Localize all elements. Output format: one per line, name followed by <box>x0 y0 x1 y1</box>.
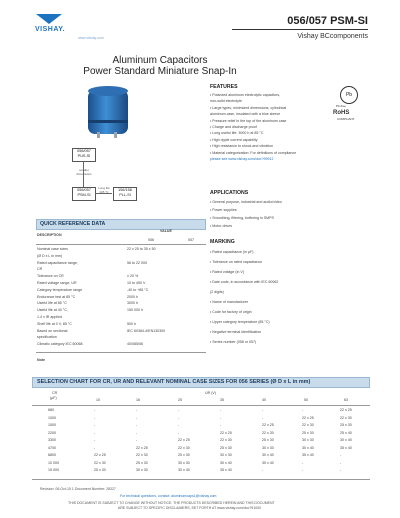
features-heading: FEATURES <box>210 84 238 90</box>
marking-list <box>210 247 278 347</box>
table-row: CR <box>37 267 43 272</box>
sel-col-header: 50 <box>304 398 308 402</box>
marking-item: • Code for factory of origin <box>210 310 252 314</box>
table-row: Based on sectional IEC 60384-4/EN130300 <box>37 328 166 333</box>
table-row: 4700 - 22 x 25 22 x 30 25 x 30 30 x 30 30 x 40 35 x 40 <box>48 445 352 450</box>
applications-list <box>210 198 282 230</box>
features-item: • Long useful life: 3000 h at 85 °C <box>210 131 264 136</box>
table-row: Endurance test at 85 °C 2000 h <box>37 294 138 299</box>
marking-item: • Upper category temperature (85 °C) <box>210 320 270 324</box>
capacitor-top <box>88 86 128 96</box>
features-item: non-solid electrolyte <box>210 99 242 104</box>
table-row: 680 - - - - - - 22 x 25 <box>48 408 352 412</box>
table-row: 1.4 x IR applied <box>37 314 62 319</box>
quick-reference-title: QUICK REFERENCE DATA <box>40 221 106 227</box>
table-row: Rated voltage range, UR 10 to 450 V <box>37 280 146 285</box>
applications-item: • Smoothing, filtering, buffering in SMPS <box>210 216 274 220</box>
features-link[interactable]: please see www.vishay.com/doc?99912 <box>210 157 274 162</box>
sel-col-header: 63 <box>344 398 348 402</box>
table-row: 2200 - - - 22 x 25 22 x 30 25 x 30 25 x 40 <box>48 430 352 435</box>
marking-item: (2 digits) <box>210 290 224 294</box>
pb-free-label: Pb-free <box>336 104 346 108</box>
logo-url[interactable]: www.vishay.com <box>78 36 104 40</box>
flow-box-left: 056/057 PSM-SI <box>72 187 96 201</box>
marking-item: • Rated voltage (in V) <box>210 270 245 274</box>
features-item: • Large types, minimized dimensions, cylindrical <box>210 105 287 110</box>
table-row: 3300 - - 22 x 25 22 x 30 25 x 30 30 x 30 30 x 40 <box>48 438 352 442</box>
flow-mid-label: smaller dimensions <box>76 168 92 176</box>
qrd-col-value: VALUE <box>160 229 172 233</box>
logo-text: VISHAY. <box>35 26 66 33</box>
part-title: 056/057 PSM-SI <box>287 15 368 27</box>
applications-item: • Motor drives <box>210 224 233 228</box>
qrd-col-description: DESCRIPTION <box>37 233 62 237</box>
applications-heading: APPLICATIONS <box>210 190 249 196</box>
features-item: • Charge and discharge proof <box>210 125 257 130</box>
table-row: Tolerance on CR ± 20 % <box>37 274 139 279</box>
marking-item: • Tolerance on rated capacitance <box>210 260 263 264</box>
quick-reference-table <box>37 247 205 349</box>
applications-item: • Power supplies <box>210 208 237 212</box>
marking-item: • Name of manufacturer <box>210 300 249 304</box>
sel-bottom-rule <box>32 479 370 480</box>
table-row: Useful life at 85 °C 3000 h <box>37 301 138 306</box>
features-item: • Material categorization: For definitions of compliance <box>210 150 297 155</box>
footer-revision: Revision: 06-Oct-15 1 Document Number: 28327 <box>40 487 116 491</box>
marking-item: • Date code, in accordance with IEC 60062 <box>210 280 279 284</box>
sel-col-header: 25 <box>178 398 182 402</box>
flow-box-top: 056/057 PUS-SI <box>72 148 96 162</box>
document-title-line1: Aluminum Capacitors <box>112 55 208 66</box>
flow-box-right: 156/158 PLL-SI <box>113 187 137 201</box>
marking-item: • Negative terminal identification <box>210 330 262 334</box>
capacitor-band <box>88 120 128 123</box>
table-row: 6800 22 x 25 22 x 30 25 x 30 30 x 30 30 x 40 35 x 40 - <box>48 453 342 457</box>
capacitor-image <box>88 90 128 134</box>
selection-chart-table <box>32 408 368 476</box>
table-row: Nominal case sizes 22 x 25 to 35 x 50 <box>37 247 156 251</box>
sel-col-header: 10 <box>96 398 100 402</box>
sel-col-header: 35 <box>220 398 224 402</box>
sel-cr-label: CR <box>52 391 58 395</box>
table-row: 1000 - - - - - 22 x 25 22 x 30 <box>48 415 352 420</box>
table-row: Category temperature range -40 to +85 °C <box>37 287 149 292</box>
qrd-bottom-rule <box>36 352 206 353</box>
header-subtitle: Vishay BCcomponents <box>297 33 368 40</box>
pb-free-icon: Pb <box>340 86 358 104</box>
table-row: (Ø D x L in mm) <box>37 253 63 258</box>
flow-arrow-label: Long life 105 °C <box>98 186 110 194</box>
sel-header-rule <box>32 405 370 406</box>
table-row: specification <box>37 335 57 340</box>
table-row: 1500 - - - - 22 x 25 22 x 30 25 x 30 <box>48 423 352 427</box>
rohs-compliant-label: COMPLIANT <box>337 117 355 121</box>
table-row: Shelf life at 0 V, 85 °C 500 h <box>37 321 136 326</box>
sel-col-header: 16 <box>136 398 140 402</box>
marking-item: • Rated capacitance (in µF) <box>210 250 254 254</box>
capacitor-terminal <box>114 132 117 138</box>
qrd-col-056: 056 <box>148 238 154 242</box>
header-rule <box>232 29 368 30</box>
sel-cr-unit: (µF) <box>50 396 57 400</box>
features-item: • Polarized aluminum electrolytic capacitors, <box>210 93 281 97</box>
vishay-logo-icon <box>36 14 62 24</box>
sel-col-header: 40 <box>262 398 266 402</box>
table-row: 15 000 25 x 30 30 x 30 30 x 40 35 x 40 - - - <box>48 468 342 472</box>
features-item: aluminum case, insulated with a blue sleeve <box>210 112 281 117</box>
rohs-icon: RoHS <box>333 110 350 116</box>
features-item: • High resistance to shock and vibration <box>210 144 273 149</box>
table-row: Rated capacitance range, 56 to 22 000 <box>37 260 147 265</box>
qrd-header-rule <box>36 244 206 245</box>
selection-chart-title: SELECTION CHART FOR CR, UR AND RELEVANT NOMINAL CASE SIZES FOR 056 SERIES (Ø D x L in mm) <box>37 379 311 385</box>
applications-item: • General purpose, industrial and audio/video <box>210 200 282 204</box>
qrd-note: Note <box>37 358 45 362</box>
marking-heading: MARKING <box>210 239 235 245</box>
capacitor-terminal <box>97 132 100 138</box>
document-title-line2: Power Standard Miniature Snap-In <box>83 66 237 77</box>
marking-item: • Series number (056 or 057) <box>210 340 257 344</box>
features-list <box>210 92 296 162</box>
qrd-col-057: 057 <box>188 238 194 242</box>
table-row: Useful life at 40 °C, 150 000 h <box>37 308 143 313</box>
sel-ur-label: UR (V) <box>205 391 216 395</box>
features-item: • Pressure relief in the top of the aluminum case <box>210 118 287 123</box>
footer-contact[interactable]: For technical questions, contact: aluminumcaps1@vishay.com <box>120 494 217 498</box>
table-row: Climatic category IEC 60068 40/085/56 <box>37 342 143 347</box>
table-row: 10 000 22 x 30 25 x 30 30 x 30 30 x 40 35 x 40 - - <box>48 460 342 465</box>
footer-disclaimer-1: THIS DOCUMENT IS SUBJECT TO CHANGE WITHOUT NOTICE. THE PRODUCTS DESCRIBED HEREIN AND THIS DOCUMENT <box>68 501 275 505</box>
footer-disclaimer-2: ARE SUBJECT TO SPECIFIC DISCLAIMERS, SET FORTH AT www.vishay.com/doc?91000 <box>118 506 262 510</box>
features-item: • High ripple current capability <box>210 137 258 142</box>
